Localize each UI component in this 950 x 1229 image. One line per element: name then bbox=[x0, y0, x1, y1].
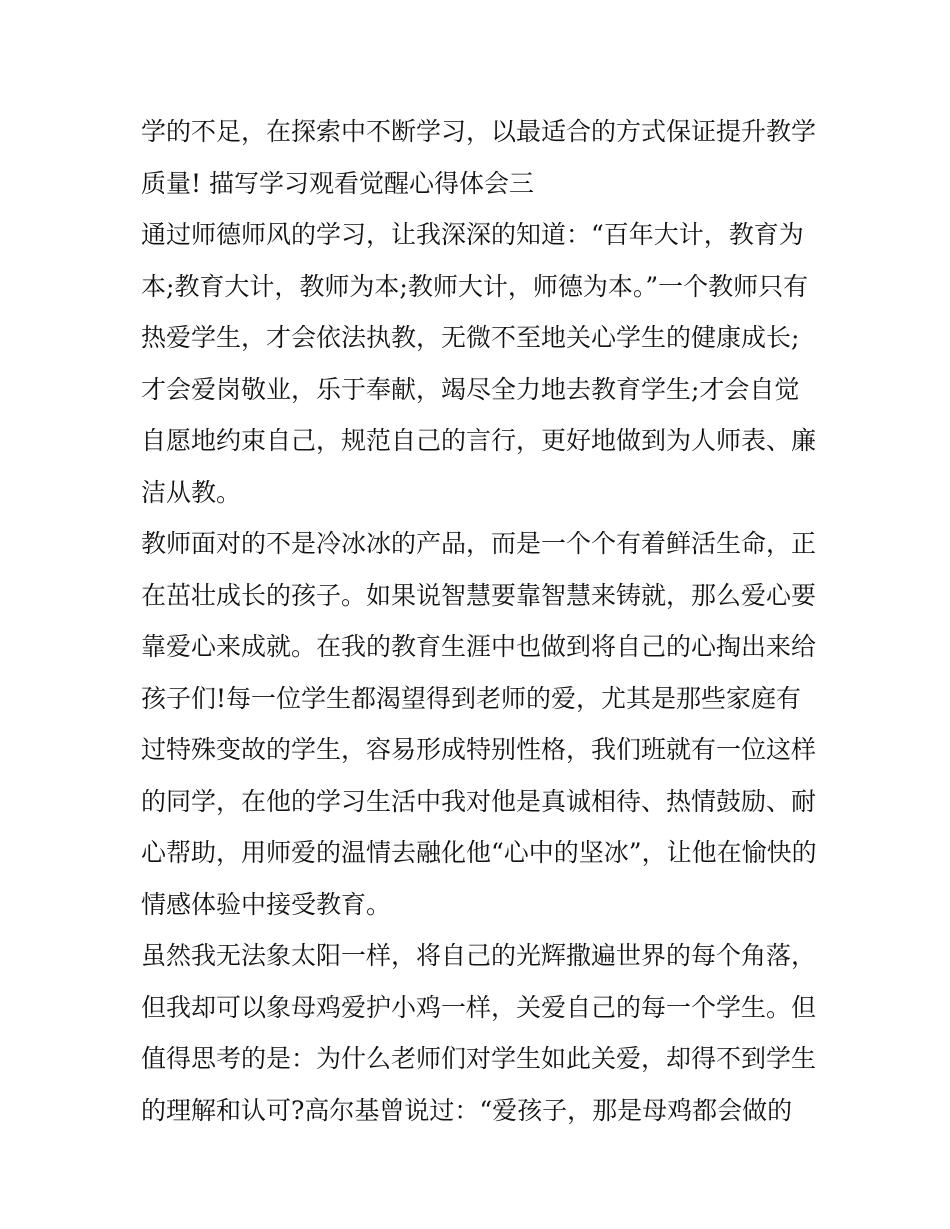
text-line-5: 热爱学生，才会依法执教，无微不至地关心学生的健康成长; bbox=[141, 323, 800, 352]
text-line-10: 在茁壮成长的孩子。如果说智慧要靠智慧来铸就，那么爱心要 bbox=[141, 580, 817, 610]
text-line-19: 值得思考的是：为什么老师们对学生如此关爱，却得不到学生 bbox=[141, 1044, 817, 1073]
text-line-2: 质量! 描写学习观看觉醒心得体会三 bbox=[141, 168, 534, 198]
text-line-17: 虽然我无法象太阳一样，将自己的光辉撒遍世界的每个角落， bbox=[141, 941, 817, 970]
text-line-8: 洁从教。 bbox=[141, 477, 242, 507]
text-line-15: 心帮助，用师爱的温情去融化他“心中的坚冰”，让他在愉快的 bbox=[141, 838, 817, 867]
text-line-6: 才会爱岗敬业，乐于奉献，竭尽全力地去教育学生;才会自觉 bbox=[141, 374, 800, 404]
text-line-20: 的理解和认可?高尔基曾说过：“爱孩子，那是母鸡都会做的 bbox=[141, 1095, 793, 1125]
text-line-12: 孩子们!每一位学生都渴望得到老师的爱，尤其是那些家庭有 bbox=[141, 683, 802, 713]
text-line-14: 的同学，在他的学习生活中我对他是真诚相待、热情鼓励、耐 bbox=[141, 786, 817, 816]
text-line-7: 自愿地约束自己，规范自己的言行，更好地做到为人师表、廉 bbox=[141, 426, 817, 455]
text-line-3: 通过师德师风的学习，让我深深的知道：“百年大计，教育为 bbox=[141, 220, 804, 249]
text-line-1: 学的不足，在探索中不断学习，以最适合的方式保证提升教学 bbox=[141, 117, 817, 146]
text-line-4: 本;教育大计，教师为本;教师大计，师德为本。”一个教师只有 bbox=[141, 271, 809, 301]
text-line-9: 教师面对的不是冷冰冰的产品，而是一个个有着鲜活生命，正 bbox=[141, 529, 817, 558]
text-line-11: 靠爱心来成就。在我的教育生涯中也做到将自己的心掏出来给 bbox=[141, 632, 817, 661]
text-line-18: 但我却可以象母鸡爱护小鸡一样，关爱自己的每一个学生。但 bbox=[141, 992, 817, 1022]
text-line-16: 情感体验中接受教育。 bbox=[141, 889, 392, 919]
text-line-13: 过特殊变故的学生，容易形成特别性格，我们班就有一位这样 bbox=[141, 735, 817, 764]
document-body bbox=[141, 106, 821, 1136]
